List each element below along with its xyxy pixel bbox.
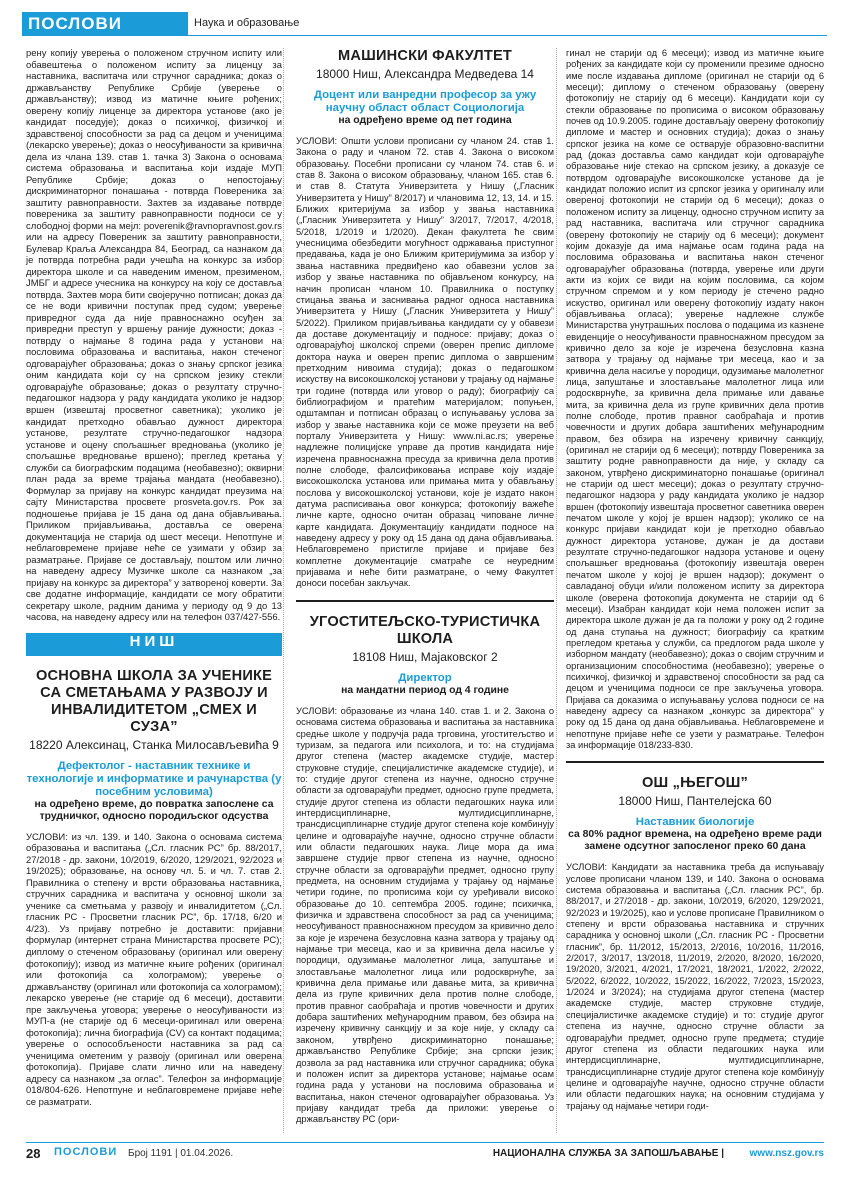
position-conditions: на одређено време, до повратка запослене са трудничког, односно породиљског одсуства	[34, 798, 274, 822]
column-divider	[283, 48, 284, 1133]
institution-address: 18000 Ниш, Александра Медведева 14	[316, 67, 534, 81]
page-footer	[26, 1142, 824, 1160]
column-3	[566, 48, 824, 1112]
position-conditions: на мандатни период од 4 године	[341, 684, 509, 696]
ad-continuation-text: рену копију уверења о положеном стручном испиту или обавештења о положеном испиту за лиценцу за наставника, васпитача или стручног сарадника; доказ о држављанству Републике Србије (уверење о држављанству); извод из матичне књиге рођених; оверену копију лиценце за директора установе (ако је кандидат поседује); доказ о психичкој, физичкој и здравственој способности за рад са децом и ученицима (лекарско уверење); доказ о неосуђиваности за кривична дела из члана 139. став 1. тачка 3) Закона о основама система образовања и васпитања који издаје МУП Републике Србије; доказ о непостојању дискриминаторног понашања - потврда Повереника за заштиту равноправности. Захтев за издавање потврде повереника за заштиту равноправности подноси се у слободној форми на мејл: poverenik@ravnopravnost.gov.rs или на адресу Повереник за заштиту равноправности, Булевар Краља Александра 84, Београд, са назнаком да је потврда потребна ради учешћа на конкурс за избор директора школе и са наведеним именом, презименом, ЈМБГ и адресе учесника на конкурсу на коју се доставља потврда. Захтев мора бити својеручно потписан; доказ да се не води кривични поступак пред судом; уверење привредног суда да није правноснажно осуђен за привредни преступ у вршењу раније дужности; доказ - потврду о најмање 8 година рада у установи на пословима образовања и васпитања, након стеченог одговарајућег образовања; доказ о знању српског језика оним кандидата који су на српском језику стекли одговарајуће образовање; доказ о резултату стручно-педагошког надзора у раду кандидата уколико је надзор вршен (извештај просветног саветника); уколико је кандидат претходно обављао дужност директора установе, резултате стручно-педагошког надзора установе и оцену спољашњег вредновања (уколико је спољашње вредновање вршено); преглед кретања у служби са биографским подацима (необавезно); оквирни план рада за време трајања мандата (необавезно). Формулар за пријаву на конкурс кандидат преузима на сајту Министарства просвете prosveta.gov.rs. Рок за подношење пријава је 15 дана од дана објављивања. Приликом пријављивања, доставља се оверена документација не старија од шест месеци. Непотпуне и неблаговремене пријаве неће се узимати у обзир за разматрање. Пријаве се достављају, поштом или лично на наведену адресу Музичке школе са назнаком „за пријаву на конкурс за директора” у затвореној коверти. За све додатне информације, кандидати се могу обратити секретару школе, радним данима у периоду од 9 до 13 часова, на наведену адресу или на телефон 037/427-556.	[26, 48, 282, 624]
institution-name: ОШ „ЊЕГОШ”	[641, 775, 748, 792]
ad-continuation-text: гинал не старији од 6 месеци); извод из матичне књиге рођених за кандидате који су променили презиме односно име после издавања дипломе (оригинал не старији од 6 месеци); диплому о стеченом образовању (оверену фотокопију не старију од 6 месеци). Кандидати који су стекли образовање по прописима о високом образовању почев од 10.9.2005. године достављају оверену фотокопију дипломе и мастер и основних студија); доказ о знању српског језика на коме се остварује образовно-васпитни рад (доказ достављa само кандидат који одговарајуће образовање није стекао на српском језику, а доказује се потврдом одговарајуће високошколске установе да је кандидат положио испит из српског језика у оригиналу или овереној фотокопији не старији од 6 месеци); доказ о положеном испиту за лиценцу, односно стручном испиту за рад наставника, васпитача или стручног сарадника (оверену фотокопију не старију од 6 месеци); документ којим доказује да има најмање осам година рада на пословима образовања и васпитања након стеченог одговарајућег образовања (потврда, уверење или други акти из којих се види на којим пословима, са којом стручном спремом и у ком периоду је стечено радно искуство, оригинал или оверену фотокопију издату након објављивања огласа); уверење надлежне службе Министарства унутрашњих послова о подацима из казнене евиденције о неосуђиваности правноснажном пресудом за кривично дело за које је изречена безусловна казна затвора у трајању од најмање три месеца, као и за кривична дела насиље у породици, одузимање малолетног лица, запуштање и злостављање малолетног лица или родоскврнуће, за кривична дела примање или давање мита, за кривична дела из групе кривичних дела против полне слободе, против правног саобраћаја и против човечности и других добара заштићених међународним правом, без обзира на изречену кривичну санкцију, (оригинал не старији од 6 месеци); потврду Повереника за заштиту родне равноправности да није, у складу са законом, утврђено дискриминаторно понашање (оригинал не старији од шест месеци); доказ о резултату стручно-педагошког надзора у раду кандидата уколико је надзор вршен (фотокопију извештаја просветног саветника оверен печатом школе у којој је вршен надзор); уколико се на конкурс пријави кандидат који је претходно обављао дужност директора установе, дужан је да достави резултате стручно-педагошког надзора установе и оцену спољашњег вредновања (фотокопију извештаја оверен печатом школе у којој је вршен надзор); документ о савладаној обуци и/или положеном испиту за директора школе (оверена фотокопија документа не старији од 6 месеци). Изабран кандидат који нема положен испит за директора школе дужан је да га положи у року од 2 године од дана ступања на дужност; биографију са кратким прегледом кретања у служби, са предлогом рада школе у изборном мандату (необавезно); доказ о својим стручним и организационим способностима (необавезно); уверење о психичкој, физичкој и здравственој способности за рад са децом и ученицима подноси се пре закључења уговора. Пријава са доказима о испуњавању услова подноси се на наведену адресу са назнаком „конкурс за директора” у року од 15 дана од дана објављивања. Неблаговремене и непотпуне пријаве неће се узети у разматрање. Телефон за информације 018/233-830.	[566, 48, 824, 750]
position-title: Дефектолог - наставник технике и технологије и информатике и рачунарства (у посебним условима)	[26, 759, 282, 798]
column-divider	[556, 48, 557, 1133]
institution-address: 18108 Ниш, Мајаковског 2	[352, 649, 498, 664]
page-number: 28	[26, 1146, 41, 1161]
footer-section: ПОСЛОВИ	[54, 1146, 118, 1158]
institution-name: ОСНОВНА ШКОЛА ЗА УЧЕНИКЕ СА СМЕТАЊАМА У РАЗВОЈУ И ИНВАЛИДИТЕТОМ „СМЕХ И СУЗА”	[35, 667, 273, 735]
column-1	[26, 48, 282, 1108]
institution-name: УГОСТИТЕЉСКО-ТУРИСТИЧКА ШКОЛА	[309, 613, 541, 647]
ad-body: УСЛОВИ: из чл. 139. и 140. Закона о основама система образовања и васпитања („Сл. гласник РС” бр. 88/2017, 27/2018 - др. закони, 10/2019, 6/2020, 129/2021, 92/2023 и 19/2025); образовање, на основу чл. 5. и чл. 7. став 2. Правилника о степену и врсти образовања наставника, стручних сарадника и васпитача у основној школи за ученике са сметњама у развоју и инвалидитетом („Сл. гласник РС - Просветни гласник РС”, бр. 17/18, 6/20 и 4/23). Уз пријаву потребно је доставити: пријавни формулар (интернет страна Министарства просвете РС); диплому о стеченом образовању (оригинал или оверену фотокопију); извод из матичне књиге рођених (оригинал или фотокопија са холограмом); уверење о држављанству (оригинал или фотокопија са холограмом); лекарско уверење (не старије од 6 месеци), доставити пре закључења уговора; уверење о неосуђиваности из МУП-а (не старије од 6 месеци-оригинал или оверена фотокопија); лична биографија (CV) са контакт подацима; уверење о оспособљености наставника за рад са ученицима ометеним у развоју (оригинал или оверена фотокопија). Пријаве слати лично или на наведену адресу са назнаком „за оглас”. Телефон за информације 018/804-626. Непотпуне и неблаговремене пријаве неће се разматрати.	[26, 831, 282, 1108]
position-conditions: на одређено време од пет година	[338, 115, 512, 127]
website-link[interactable]: www.nsz.gov.rs	[749, 1148, 824, 1159]
city-heading-nis: НИШ	[26, 633, 282, 656]
ad-body: УСЛОВИ: образовање из члана 140. став 1. и 2. Закона о основама система образовања и васпитања за наставника средње школе у подручја рада трговина, угоститељство и туризам, за педагога или психолога, и то: на студијама другог степена (мастер академске студије, мастер струковне студије, специјалистичке академске студије), и то: студије другог степена из научне, односно стручне области за одговарајући предмет, односно групе предмета, студије другог степена из области педагошких наука или интердисциплинарне, мултидисциплинарне, трансдисциплинарне студије другог степена које комбинују целине и одговарајуће научне, односно стручне области или области педагошких наука. Лице мора да има завршене студије првог степена из научне, односно стручне области за одговарајући предмет, односно групу предмета, на основним студијама у трајању од најмање четири године, по прописима који су уређивали високо образовање до 10. септембра 2005. године; психичка, физичка и здравствена способност за рад са ученицима; неосуђиваност правноснажном пресудом за кривично дело за које је изречена безусловна казна затвора у трајању од најмање три месеца, као и за кривична дела насиље у породици, одузимање малолетног лица, запуштање и злостављање малолетног лица или родоскврнуће, за кривична дела примање или давање мита, за кривична дела из групе кривичних дела против полне слободе, против правног саобраћаја и против човечности и других добара заштићених међународним правом, без обзира на изречену кривичну санкцију и за које није, у складу са законом, утврђено дискриминаторно понашање; држављанство Републике Србије; зна српски језик; дозвола за рад наставника или стручног сарадника; обука и положен испит за директора установе; најмање осам година рада у установи на пословима образовања и васпитања, након стеченог одговарајућег образовања. Уз пријаву кандидат треба да приложи: уверење о држављанству РС (ори-	[296, 705, 554, 1125]
institution-address: 18000 Ниш, Пантелејска 60	[618, 794, 772, 809]
institution-address: 18220 Алексинац, Станка Милосављевића 9	[29, 737, 279, 752]
position-title: Наставник биологије	[635, 816, 755, 829]
ad-body: УСЛОВИ: Кандидати за наставника треба да испуњавају услове прописани чланом 139, и 140. Закона о основама система образовања и васпитања („Сл. гласник РС”, бр. 88/2017, и 27/2018 - др. закони, 10/2019, 6/2020, 129/2021, 92/2023 и 19/2025), као и услове прописане Правилником о степену и врсти образовања наставника и стручних сарадника у основној школи („Сл. гласник РС - Просветни гласник”, бр. 11/2012, 15/2013, 2/2016, 10/2016, 11/2016, 2/2017, 3/2017, 13/2018, 11/2019, 2/2020, 8/2020, 16/2020, 19/2020, 3/2021, 4/2021, 17/2021, 18/2021, 1/2022, 2/2022, 5/2022, 6/2022, 10/2022, 15/2022, 16/2022, 7/2023, 15/2023, 1/2024 и 3/2024); на студијама другог степена (мастер академске студије, мастер струковне студије, специјалистичке академске студије) и то: студије другог степена из научне, односно стручне области за одговарајући предмет, односно групе предмета; студије другог степена из области педагошких наука или интердисциплинарне, мултидисциплинарне, трансдисциплинарне студије другог степена које комбинују целине и одговарајуће научне, односно стручне области или области педагошких наука; на основним студијама у трајању од најмање четири годи-	[566, 862, 824, 1111]
ad-body: УСЛОВИ: Општи услови прописани су чланом 24. став 1. Закона о раду и чланом 72. став 4. Закона о високом образовању. Посебни прописани су чланом 74. став 6. и став 8. Закона о високом образовању, чланом 165. став 6. и став 8. Статута Универзитета у Нишу („Гласник Универзитета у Нишу” 8/2017) и члановима 12, 13, 14. и 15. Ближих критеријума за избор у звања наставника („Гласник Универзитета у Нишу” 3/2017, 7/2017, 4/2018, 5/2018, 1/2019 и 1/2020). Декан факултета ће свим учесницима обезбедити могућност одржавања приступног предавања, када је оно Ближим критеријумима за избор у звања наставника предвиђено као обавезни услов за избор у звање наставника по објављеном конкурсу, на начин прописан чланом 10. Правилника о поступку стицања звања и заснивања радног односа наставника Универзитета у Нишу („Гласник Универзитета у Нишу” 5/2022). Приликом пријављивања кандидати су у обавези да доставе документацију и подносе: пријаву; доказ о одговарајућој школској спреми (оверен препис дипломе доктора наука и оверен препис диплома о завршеним претходним нивоима студија); доказ о педагошком искуству на високошколској установи у трајању од најмање три године (потврда или уговор о раду); биографију са библиографијом и пратећим материјалом; попуњен, одштампан и потписан образац о испуњавању услова за избор у звање наставника који се може преузети на веб порталу Универзитета у Нишу: www.ni.ac.rs; уверење надлежне полицијске управе да против кандидата није изречена правноснажна пресуда за кривична дела против полне слободе, фалсификовања исправе коју издаје високошколска установа или примања мита у обављању послова у високошколској установи, које је издато након датума расписивања овог конкурса; фотокопију важеће личне карте, односно очитан образац чиповане личне карте кандидата. Документацију кандидати подносе на наведену адресу у року од 15 дана од дана објављивања. Неблаговремено пристигле пријаве и пријаве без комплетне документације сматраће се неуредним пријавама и неће бити разматране, о чему Факултет доноси посебан закључак.	[296, 136, 554, 589]
agency-name: НАЦИОНАЛНА СЛУЖБА ЗА ЗАПОШЉАВАЊЕ |	[492, 1148, 724, 1159]
section-subtitle: Наука и образовање	[194, 17, 300, 29]
section-tab: ПОСЛОВИ	[22, 12, 188, 36]
position-title: Доцент или ванредни професор за ужу научну област област Социологија	[313, 89, 537, 115]
position-title: Директор	[398, 671, 452, 684]
header-rule	[188, 35, 827, 36]
institution-name: МАШИНСКИ ФАКУЛТЕТ	[337, 48, 512, 64]
position-conditions: са 80% радног времена, на одређено време ради замене одсутног запосленог преко 60 дана	[568, 829, 822, 853]
page-header	[22, 12, 827, 36]
footer-rule	[26, 1142, 824, 1143]
column-2	[296, 48, 554, 1126]
issue-info: Број 1191 | 01.04.2026.	[128, 1148, 234, 1159]
